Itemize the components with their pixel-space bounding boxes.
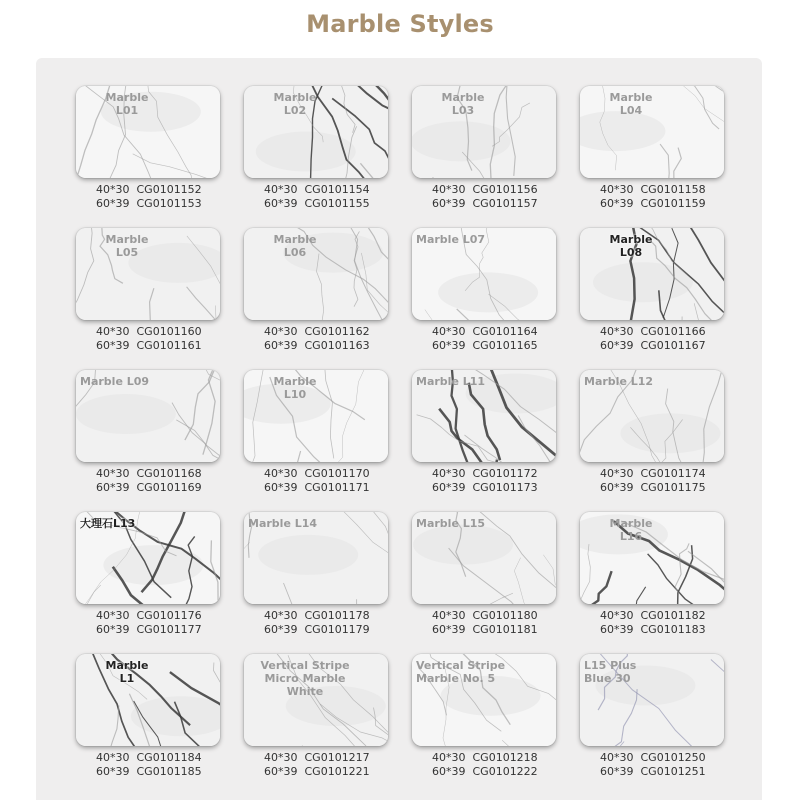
product-codes (264, 751, 388, 779)
marble-tile[interactable] (244, 370, 388, 512)
marble-style-name: Marble L15 (416, 517, 486, 530)
product-codes (432, 609, 556, 637)
product-codes (432, 467, 556, 495)
marble-tile[interactable] (76, 512, 220, 654)
marble-style-name: Marble L09 (80, 375, 150, 388)
product-code-line: 40*30 CG0101170 (264, 467, 370, 480)
product-code-line: 40*30 CG0101174 (600, 467, 706, 480)
marble-style-name: Marble L12 (584, 375, 654, 388)
marble-swatch-image[interactable] (76, 228, 220, 320)
marble-tile[interactable] (244, 86, 388, 228)
product-codes (600, 609, 724, 637)
product-code-line: 60*39 CG0101165 (432, 339, 538, 352)
product-code-line: 60*39 CG0101173 (432, 481, 538, 494)
marble-style-name: L15 Plus Blue 30 (584, 659, 637, 685)
marble-style-name: Marble L02 (273, 91, 317, 117)
marble-style-name: Marble L10 (273, 375, 317, 401)
product-codes (600, 183, 724, 211)
marble-swatch-image[interactable] (412, 86, 556, 178)
marble-style-name: Marble L03 (441, 91, 485, 117)
marble-style-name: Marble L1 (105, 659, 149, 685)
marble-tile[interactable] (580, 370, 724, 512)
product-code-line: 60*39 CG0101177 (96, 623, 202, 636)
marble-swatch-image[interactable] (412, 370, 556, 462)
product-code-line: 60*39 CG0101181 (432, 623, 538, 636)
marble-swatch-image[interactable] (76, 512, 220, 604)
catalog-panel (36, 58, 762, 800)
marble-tile[interactable] (76, 654, 220, 796)
marble-style-name: Marble L01 (105, 91, 149, 117)
marble-style-name: Marble L05 (105, 233, 149, 259)
product-code-line: 60*39 CG0101175 (600, 481, 706, 494)
product-code-line: 40*30 CG0101152 (96, 183, 202, 196)
marble-style-name: Vertical Stripe Marble No. 5 (416, 659, 506, 685)
product-code-line: 60*39 CG0101163 (264, 339, 370, 352)
product-code-line: 40*30 CG0101217 (264, 751, 370, 764)
marble-grid (76, 86, 724, 796)
product-codes (96, 467, 220, 495)
page-title: Marble Styles (306, 10, 494, 38)
marble-swatch-image[interactable] (76, 370, 220, 462)
product-code-line: 60*39 CG0101159 (600, 197, 706, 210)
marble-swatch-image[interactable] (76, 654, 220, 746)
marble-tile[interactable] (244, 654, 388, 796)
product-codes (96, 751, 220, 779)
marble-swatch-image[interactable] (76, 86, 220, 178)
marble-tile[interactable] (580, 228, 724, 370)
product-codes (432, 325, 556, 353)
marble-style-name: 大理石L13 (80, 517, 136, 530)
marble-style-name: Marble L16 (609, 517, 653, 543)
marble-tile[interactable] (412, 86, 556, 228)
marble-tile[interactable] (76, 86, 220, 228)
marble-swatch-image[interactable] (244, 228, 388, 320)
marble-swatch-image[interactable] (244, 370, 388, 462)
product-code-line: 40*30 CG0101164 (432, 325, 538, 338)
marble-style-name: Marble L11 (416, 375, 486, 388)
marble-swatch-image[interactable] (412, 228, 556, 320)
product-code-line: 40*30 CG0101184 (96, 751, 202, 764)
marble-tile[interactable] (76, 228, 220, 370)
product-code-line: 60*39 CG0101167 (600, 339, 706, 352)
marble-swatch-image[interactable] (412, 654, 556, 746)
marble-tile[interactable] (244, 512, 388, 654)
product-code-line: 60*39 CG0101171 (264, 481, 370, 494)
product-code-line: 40*30 CG0101158 (600, 183, 706, 196)
marble-swatch-image[interactable] (580, 654, 724, 746)
marble-swatch-image[interactable] (580, 512, 724, 604)
marble-style-name: Marble L06 (273, 233, 317, 259)
product-code-line: 40*30 CG0101180 (432, 609, 538, 622)
product-code-line: 40*30 CG0101154 (264, 183, 370, 196)
marble-tile[interactable] (412, 228, 556, 370)
product-code-line: 60*39 CG0101185 (96, 765, 202, 778)
marble-style-name: Marble L08 (609, 233, 653, 259)
product-codes (600, 751, 724, 779)
product-codes (600, 325, 724, 353)
product-code-line: 60*39 CG0101161 (96, 339, 202, 352)
marble-style-name: Marble L14 (248, 517, 318, 530)
marble-tile[interactable] (244, 228, 388, 370)
marble-swatch-image[interactable] (244, 512, 388, 604)
product-codes (264, 325, 388, 353)
marble-style-name: Marble L07 (416, 233, 486, 246)
product-codes (600, 467, 724, 495)
product-code-line: 40*30 CG0101178 (264, 609, 370, 622)
marble-tile[interactable] (76, 370, 220, 512)
marble-swatch-image[interactable] (580, 228, 724, 320)
marble-tile[interactable] (412, 512, 556, 654)
marble-style-name: Vertical Stripe Micro Marble White (260, 659, 350, 698)
product-code-line: 40*30 CG0101250 (600, 751, 706, 764)
product-codes (264, 183, 388, 211)
marble-swatch-image[interactable] (580, 86, 724, 178)
product-code-line: 60*39 CG0101179 (264, 623, 370, 636)
product-code-line: 40*30 CG0101176 (96, 609, 202, 622)
product-code-line: 40*30 CG0101172 (432, 467, 538, 480)
marble-style-name: Marble L04 (609, 91, 653, 117)
marble-tile[interactable] (580, 512, 724, 654)
product-code-line: 60*39 CG0101251 (600, 765, 706, 778)
product-codes (432, 183, 556, 211)
marble-swatch-image[interactable] (244, 654, 388, 746)
marble-swatch-image[interactable] (412, 512, 556, 604)
product-code-line: 40*30 CG0101182 (600, 609, 706, 622)
product-code-line: 40*30 CG0101156 (432, 183, 538, 196)
product-code-line: 60*39 CG0101221 (264, 765, 370, 778)
product-code-line: 40*30 CG0101218 (432, 751, 538, 764)
product-codes (432, 751, 556, 779)
product-code-line: 40*30 CG0101162 (264, 325, 370, 338)
product-codes (264, 609, 388, 637)
product-codes (96, 609, 220, 637)
marble-tile[interactable] (580, 654, 724, 796)
product-code-line: 40*30 CG0101168 (96, 467, 202, 480)
product-code-line: 60*39 CG0101153 (96, 197, 202, 210)
product-code-line: 60*39 CG0101169 (96, 481, 202, 494)
product-code-line: 60*39 CG0101222 (432, 765, 538, 778)
product-code-line: 60*39 CG0101183 (600, 623, 706, 636)
marble-tile[interactable] (412, 654, 556, 796)
product-codes (264, 467, 388, 495)
marble-tile[interactable] (412, 370, 556, 512)
product-codes (96, 325, 220, 353)
product-code-line: 60*39 CG0101155 (264, 197, 370, 210)
product-code-line: 40*30 CG0101166 (600, 325, 706, 338)
product-code-line: 60*39 CG0101157 (432, 197, 538, 210)
marble-tile[interactable] (580, 86, 724, 228)
marble-swatch-image[interactable] (580, 370, 724, 462)
product-code-line: 40*30 CG0101160 (96, 325, 202, 338)
product-codes (96, 183, 220, 211)
marble-swatch-image[interactable] (244, 86, 388, 178)
